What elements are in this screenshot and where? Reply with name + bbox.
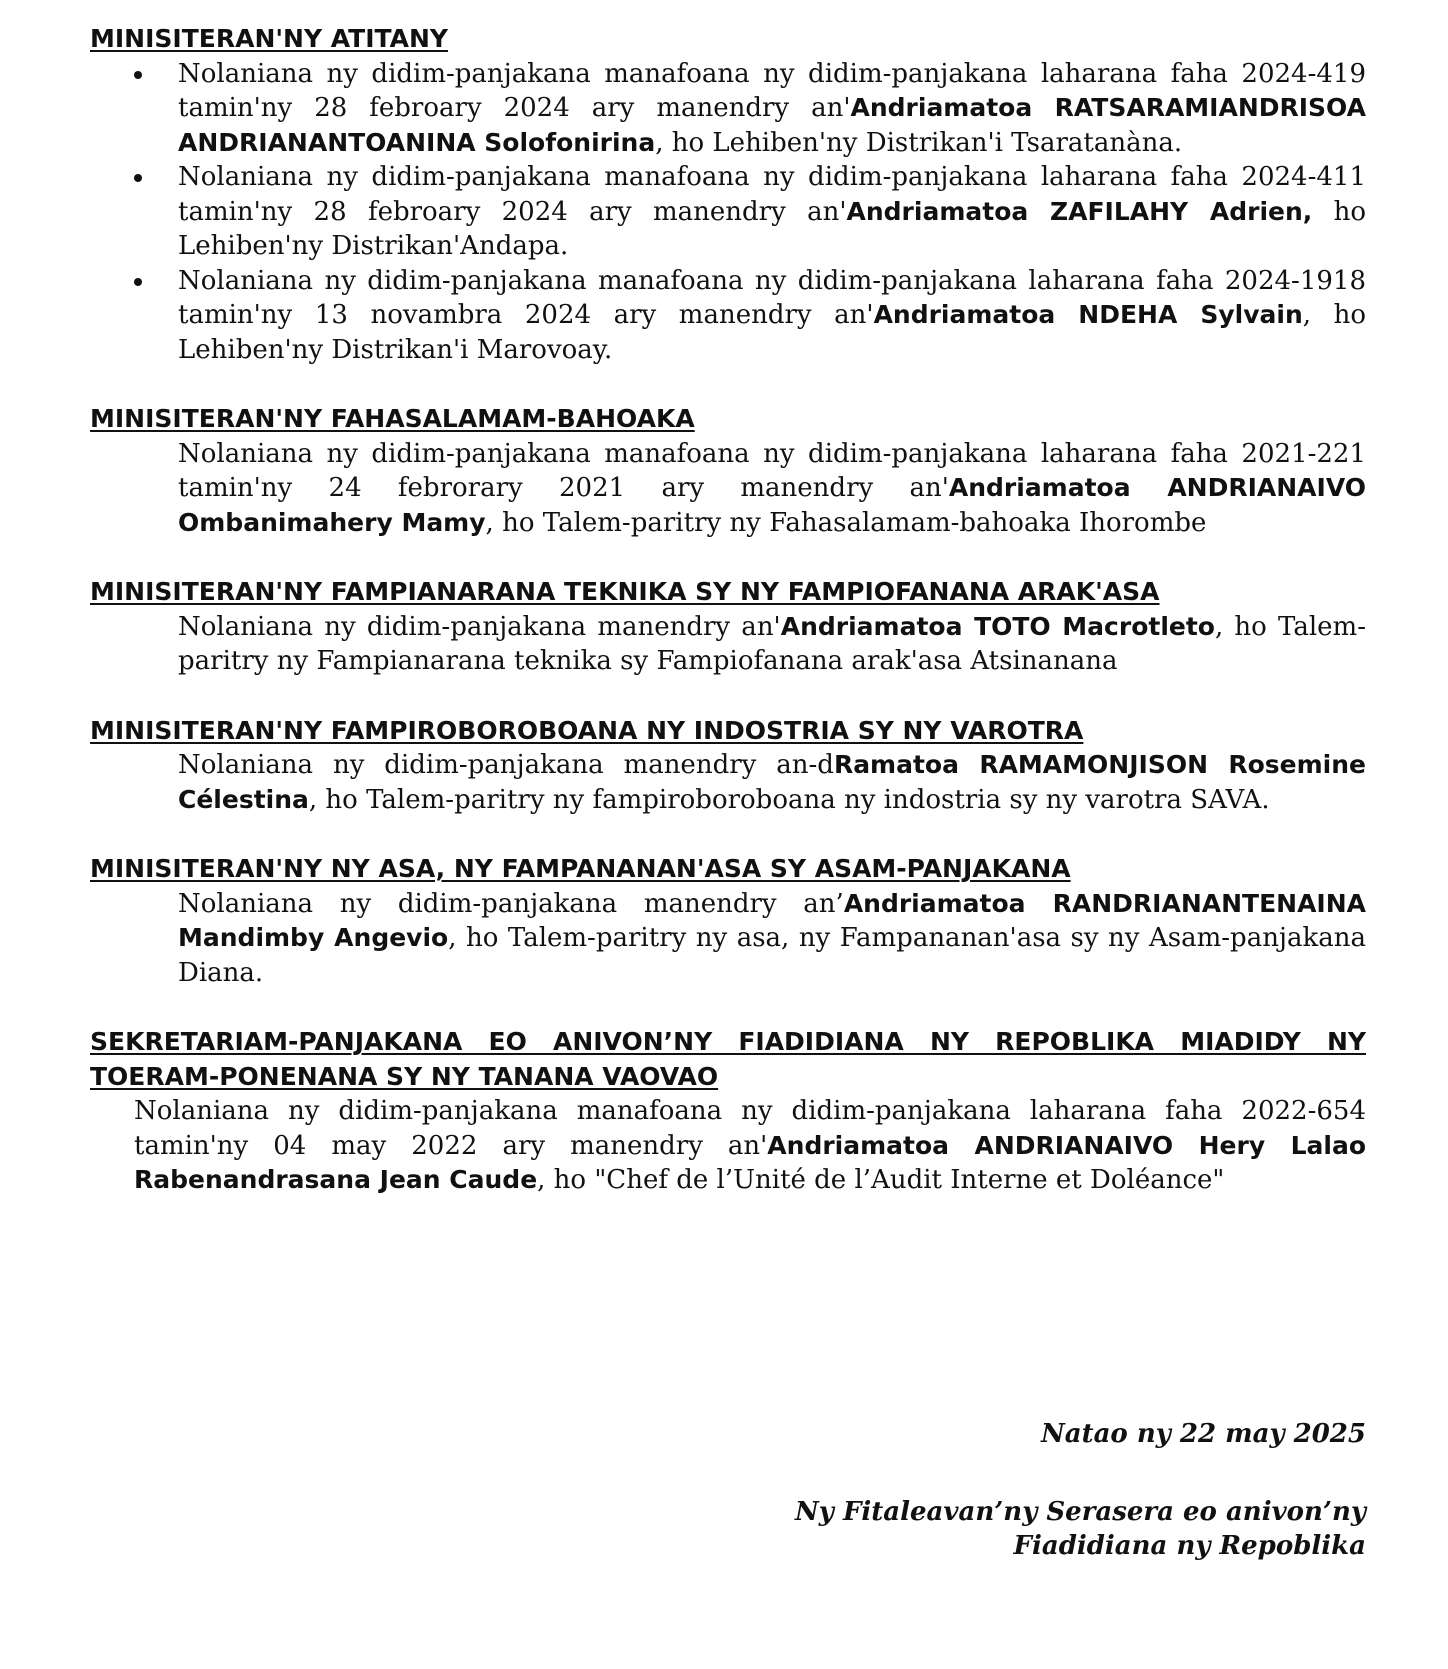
decree-list [90, 57, 1366, 368]
decree-paragraph: Nolaniana ny didim-panjakana manafoana ny didim-panjakana laharana faha 2022-654 tamin'ny 04 may 2022 ary manendry an'Andriamatoa ANDRIANAIVO Hery Lalao Rabenandrasana Jean Caude, ho "Chef de l’Unité de l’Audit Interne et Doléance" [134, 1096, 1366, 1195]
appointee-name: Andriamatoa NDEHA Sylvain [873, 300, 1303, 329]
appointee-name: Andriamatoa ZAFILAHY Adrien, [846, 196, 1313, 226]
section-asa [90, 852, 1366, 990]
section-heading: MINISITERAN'NY FAMPIANARANA TEKNIKA SY NY FAMPIOFANANA ARAK'ASA [90, 577, 1160, 606]
decree-paragraph: Nolaniana ny didim-panjakana manafoana ny didim-panjakana laharana faha 2021-221 tamin'ny 24 febrorary 2021 ary manendry an'Andriamatoa ANDRIANAIVO Ombanimahery Mamy, ho Talem-paritry ny Fahasalamam-bahoaka Ihorombe [178, 438, 1366, 538]
bullet-icon [134, 278, 142, 286]
bullet-icon [134, 71, 142, 79]
signature-line: Fiadidiana ny Repoblika [1013, 1531, 1366, 1561]
document-page [90, 22, 1366, 1233]
appointee-name: Andriamatoa TOTO Macrotleto [780, 611, 1215, 641]
appointee-name: Andriamatoa ANDRIANAIVO Ombanimahery Mamy [178, 473, 1366, 537]
section-sekretariam-panjakana [90, 1025, 1366, 1198]
section-heading: MINISITERAN'NY FAMPIROBOROBOANA NY INDOSTRIA SY NY VAROTRA [90, 715, 1084, 745]
date-line: Natao ny 22 may 2025 [1040, 1419, 1366, 1449]
section-heading: MINISITERAN'NY ATITANY [90, 24, 448, 53]
appointee-name: Andriamatoa RANDRIANANTENAINA Mandimby Angevio [178, 888, 1367, 952]
list-item: Nolaniana ny didim-panjakana manafoana ny didim-panjakana laharana faha 2024-411 tamin'ny 28 febroary 2024 ary manendry an'Andriamatoa ZAFILAHY Adrien, ho Lehiben'ny Distrikan'Andapa. [90, 160, 1366, 264]
appointee-name: Andriamatoa ANDRIANAIVO Hery Lalao Rabenandrasana Jean Caude [134, 1130, 1366, 1194]
section-atitany [90, 22, 1366, 367]
decree-paragraph: Nolaniana ny didim-panjakana manendry an-dRamatoa RAMAMONJISON Rosemine Célestina, ho Talem-paritry ny fampiroboroboana ny indostria sy ny varotra SAVA. [178, 750, 1366, 815]
section-heading: MINISITERAN'NY FAHASALAMAM-BAHOAKA [90, 404, 695, 433]
appointee-name: Andriamatoa RATSARAMIANDRISOA ANDRIANANTOANINA Solofonirina [178, 93, 1366, 157]
section-fampianarana-teknika [90, 575, 1366, 679]
appointee-name: Ramatoa RAMAMONJISON Rosemine Célestina [178, 750, 1366, 814]
decree-paragraph: Nolaniana ny didim-panjakana manendry an'Andriamatoa TOTO Macrotleto, ho Talem-paritry ny Fampianarana teknika sy Fampiofanana arak'asa Atsinanana [178, 611, 1366, 676]
bullet-icon [134, 174, 142, 182]
signature-line: Ny Fitaleavan’ny Serasera eo anivon’ny [795, 1497, 1366, 1527]
decree-paragraph: Nolaniana ny didim-panjakana manendry an’Andriamatoa RANDRIANANTENAINA Mandimby Angevio, ho Talem-paritry ny asa, ny Fampananan'asa sy ny Asam-panjakana Diana. [178, 888, 1367, 988]
list-item: Nolaniana ny didim-panjakana manafoana ny didim-panjakana laharana faha 2024-419 tamin'ny 28 febroary 2024 ary manendry an'Andriamatoa RATSARAMIANDRISOA ANDRIANANTOANINA Solofonirina, ho Lehiben'ny Distrikan'i Tsaratanàna. [90, 57, 1366, 161]
section-heading: MINISITERAN'NY NY ASA, NY FAMPANANAN'ASA SY ASAM-PANJAKANA [90, 854, 1071, 883]
section-heading: SEKRETARIAM-PANJAKANA EO ANIVON’NY FIADIDIANA NY REPOBLIKA MIADIDY NY TOERAM-PONENANA SY NY TANANA VAOVAO [90, 1027, 1366, 1091]
list-item: Nolaniana ny didim-panjakana manafoana ny didim-panjakana laharana faha 2024-1918 tamin'ny 13 novambra 2024 ary manendry an'Andriamatoa NDEHA Sylvain, ho Lehiben'ny Distrikan'i Marovoay. [90, 264, 1366, 368]
section-indostria [90, 714, 1366, 818]
section-fahasalamana [90, 402, 1366, 540]
signature-block [795, 1495, 1366, 1563]
